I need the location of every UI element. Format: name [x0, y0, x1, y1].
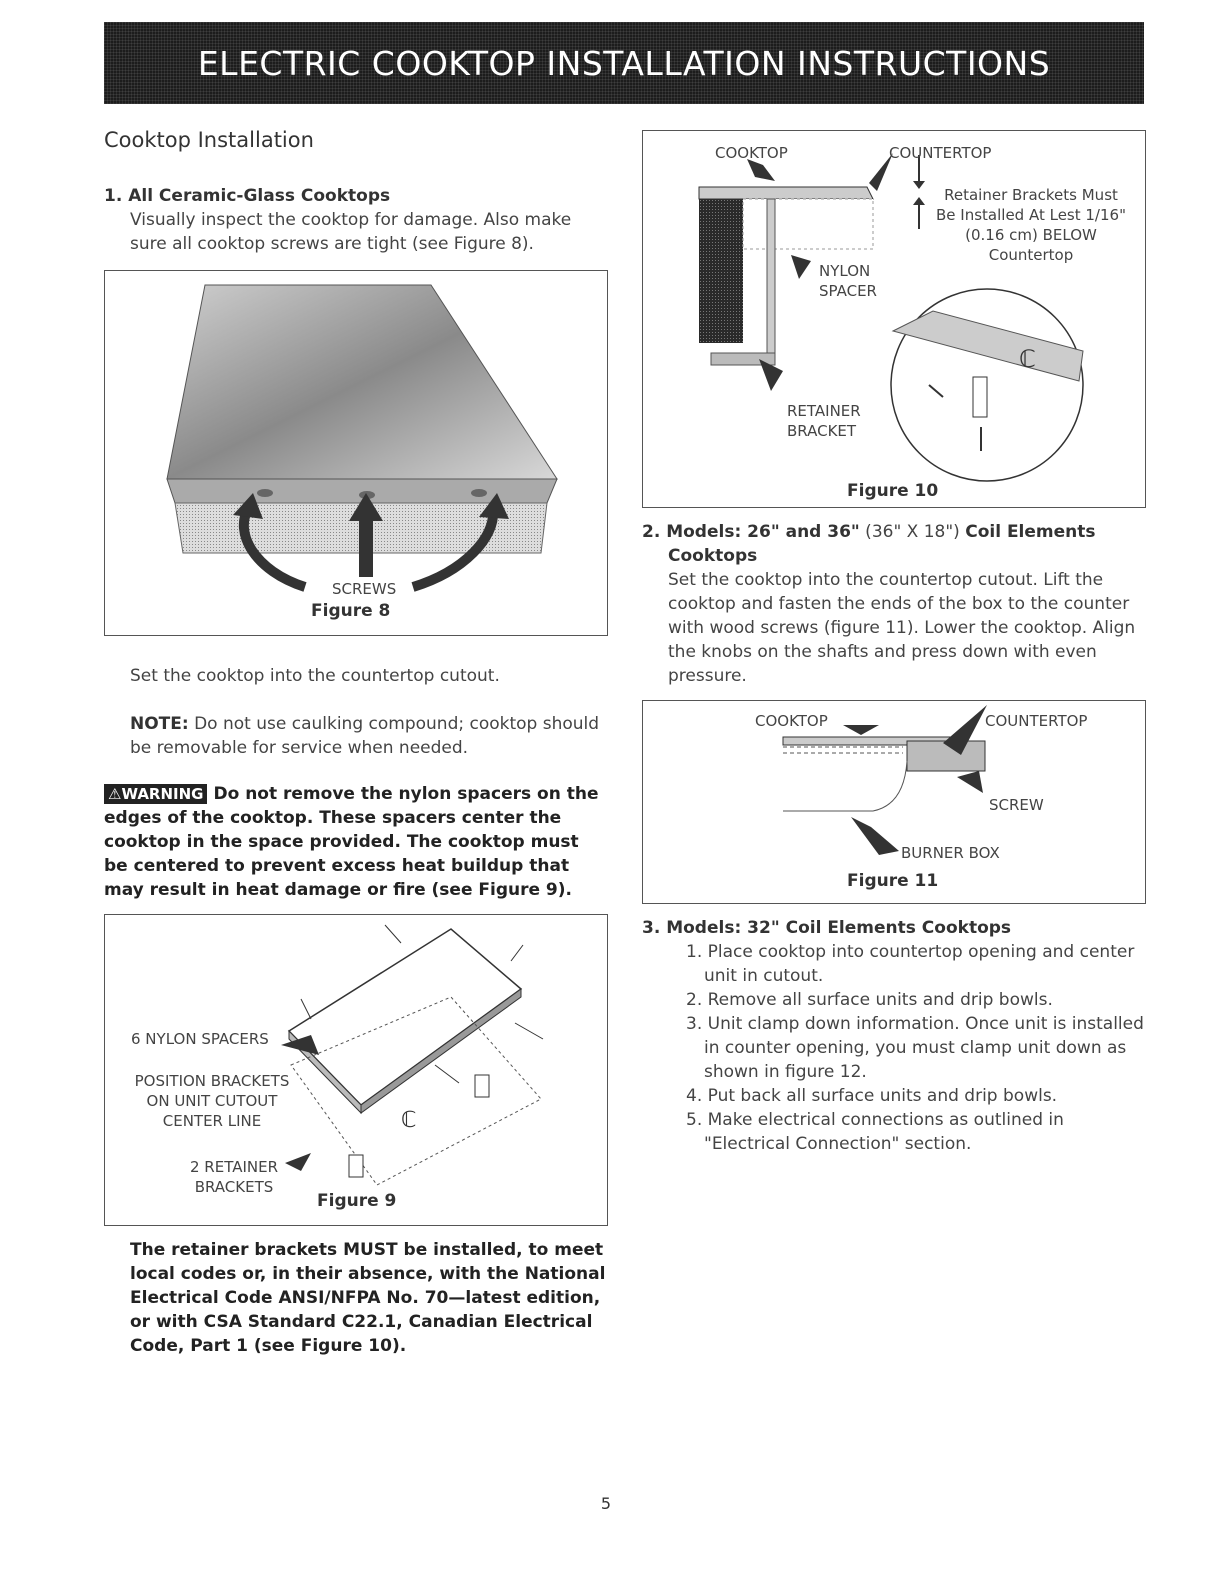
note-block: [130, 712, 610, 760]
step2-block: [642, 520, 1152, 688]
step3-heading: 3. Models: 32" Coil Elements Cooktops: [642, 918, 1012, 938]
svg-text:ℂ: ℂ: [1019, 345, 1036, 373]
step2-heading-cont: Cooktops: [668, 546, 758, 566]
figure-10: [642, 130, 1146, 508]
note-text: Do not use caulking compound; cooktop should be removable for service when needed.: [130, 714, 600, 758]
fig10-nylon-spacer-label: NYLON SPACER: [819, 262, 877, 300]
svg-text:ℂ: ℂ: [401, 1108, 417, 1133]
warning-text: Do not remove the nylon spacers on the edges of the cooktop. These spacers center the cooktop in the space provided. The cooktop must be centered to prevent excess heat buildup that may result in heat damage or fire (see Figure 9).: [104, 784, 599, 900]
step3-list: [642, 940, 1152, 1156]
step1-block: [104, 184, 604, 256]
fig11-countertop-label: COUNTERTOP: [985, 712, 1088, 730]
warning-badge: ⚠WARNING: [104, 784, 207, 804]
page-number: 5: [600, 1494, 612, 1513]
warning-block: [104, 782, 604, 902]
fig11-cooktop-label: COOKTOP: [755, 712, 828, 730]
step2-heading: 2. Models: 26" and 36" (36" X 18") Coil Elements: [642, 522, 1096, 542]
figure-8: [104, 270, 608, 636]
position-brackets-label: POSITION BRACKETS ON UNIT CUTOUT CENTER LINE: [134, 1072, 290, 1130]
retainer-brackets-label: 2 RETAINER BRACKETS: [189, 1158, 278, 1196]
screws-label: SCREWS: [332, 580, 397, 598]
step1-heading: 1. All Ceramic-Glass Cooktops: [104, 186, 391, 206]
step3-item: 2. Remove all surface units and drip bowls.: [686, 990, 1053, 1010]
spacers-label: 6 NYLON SPACERS: [131, 1030, 269, 1048]
section-title: Cooktop Installation: [104, 128, 314, 152]
figure-9-illustration: [105, 915, 607, 1225]
note-label: NOTE:: [130, 714, 189, 734]
figure-10-caption: Figure 10: [847, 481, 939, 501]
page-banner: [104, 22, 1144, 104]
fig11-burner-box-label: BURNER BOX: [901, 844, 1000, 862]
fig10-cooktop-label: COOKTOP: [715, 144, 788, 162]
step3-item: 5. Make electrical connections as outlined in "Electrical Connection" section.: [686, 1110, 1064, 1154]
fig11-screw-label: SCREW: [989, 796, 1044, 814]
figure-8-caption: Figure 8: [311, 601, 391, 621]
step3-block: [642, 916, 1152, 1156]
figure-9-caption: Figure 9: [317, 1191, 397, 1211]
figure-11-caption: Figure 11: [847, 871, 939, 891]
fig10-bracket-note: Retainer Brackets Must Be Installed At Lest 1/16" (0.16 cm) BELOW Countertop: [936, 186, 1126, 264]
step3-item: 3. Unit clamp down information. Once unit is installed in counter opening, you must clamp unit down as shown in figure 12.: [686, 1014, 1144, 1082]
step2-text: Set the cooktop into the countertop cutout. Lift the cooktop and fasten the ends of the box to the counter with wood screws (figure 11). Lower the cooktop. Align the knobs on the shafts and press down with even pressure.: [668, 570, 1136, 686]
step3-item: 4. Put back all surface units and drip bowls.: [686, 1086, 1058, 1106]
fig10-countertop-label: COUNTERTOP: [889, 144, 992, 162]
fig10-retainer-bracket-label: RETAINER BRACKET: [787, 402, 861, 440]
step1-text: Visually inspect the cooktop for damage. Also make sure all cooktop screws are tight (see Figure 8).: [130, 210, 572, 254]
banner-title: ELECTRIC COOKTOP INSTALLATION INSTRUCTIONS: [197, 43, 1051, 83]
figure-9: [104, 914, 608, 1226]
set-cooktop-text: Set the cooktop into the countertop cutout.: [130, 666, 500, 686]
retainer-paragraph: The retainer brackets MUST be installed, to meet local codes or, in their absence, with the National Electrical Code ANSI/NFPA No. 70—latest edition, or with CSA Standard C22.1, Canadian Electrical Code, Part 1 (see Figure 10).: [130, 1240, 606, 1356]
step3-item: 1. Place cooktop into countertop opening and center unit in cutout.: [686, 942, 1135, 986]
figure-11: [642, 700, 1146, 904]
